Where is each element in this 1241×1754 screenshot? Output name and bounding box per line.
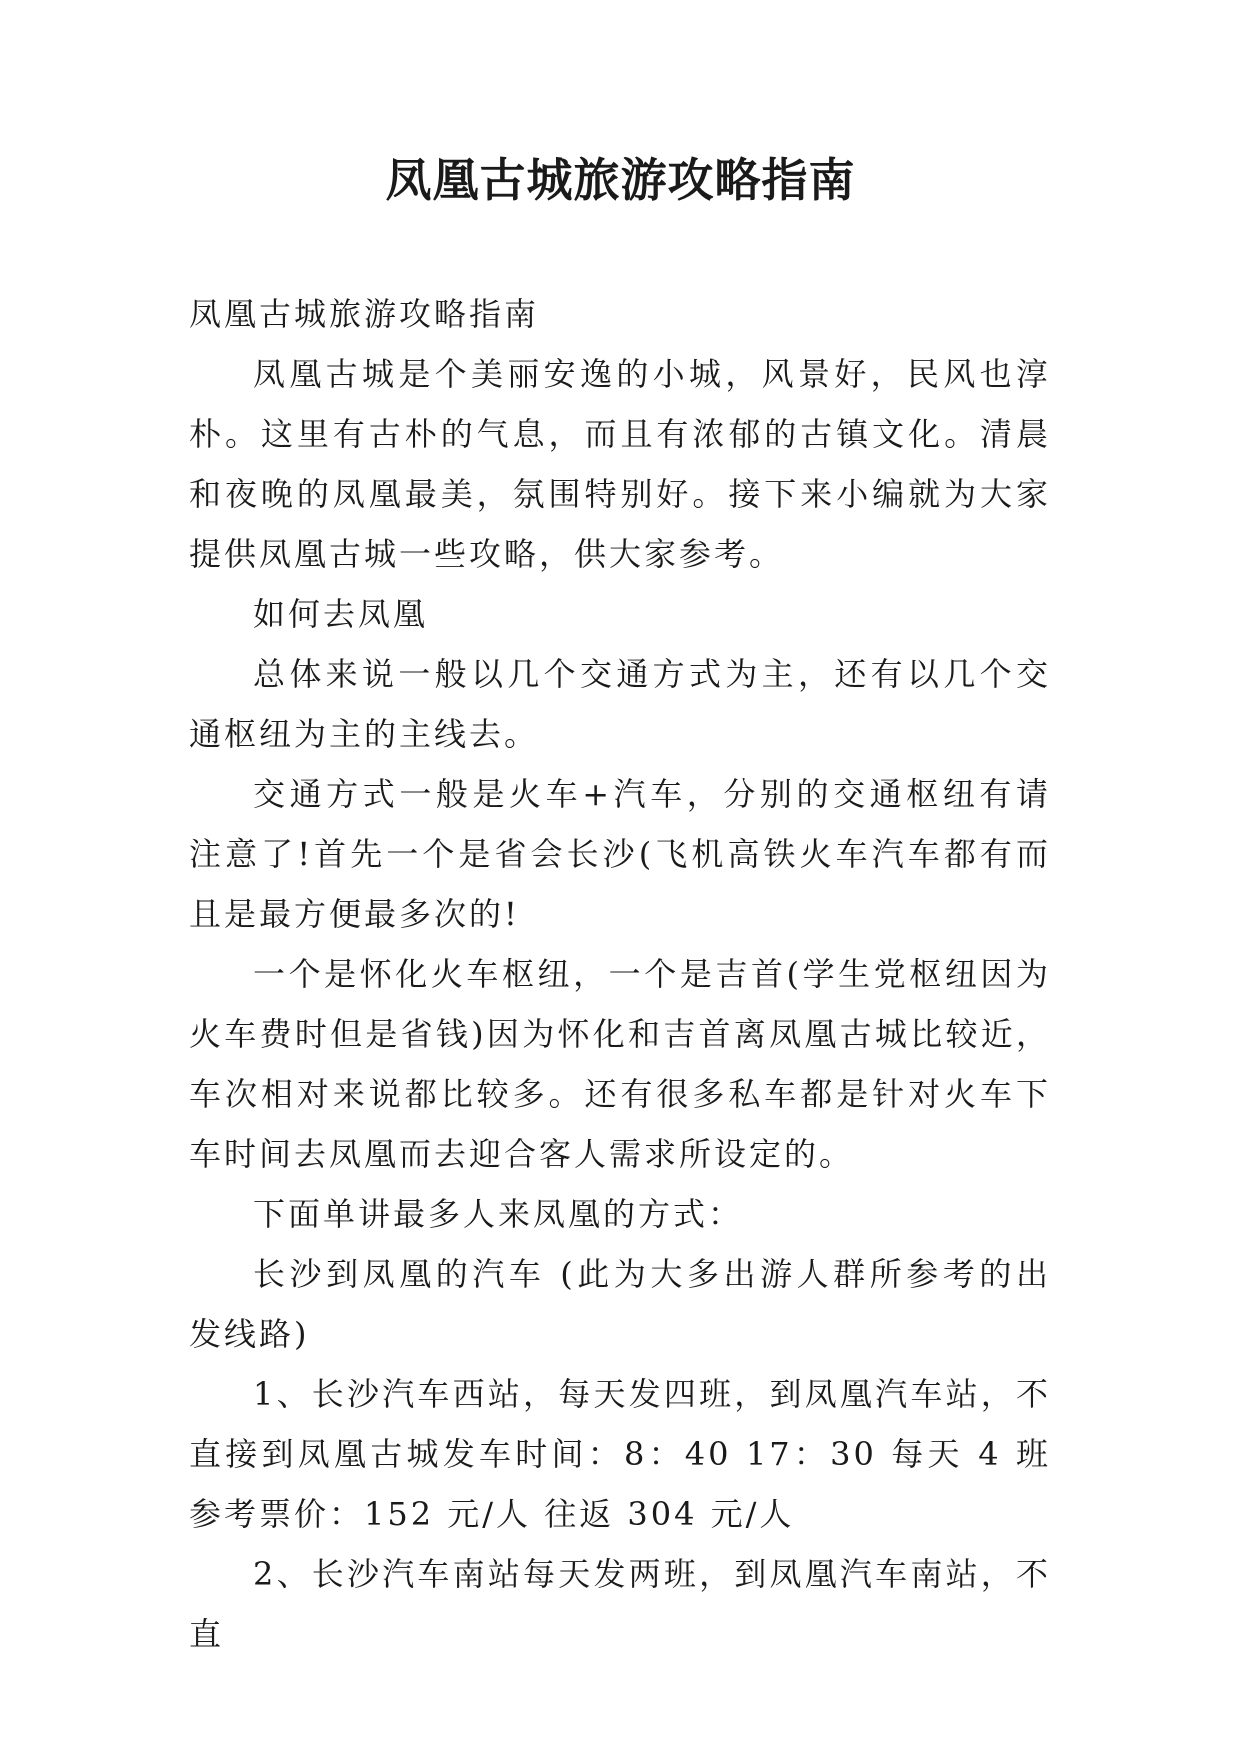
body-heading: 凤凰古城旅游攻略指南 [189, 295, 540, 333]
list-item-west-station: 1、长沙汽车西站，每天发四班，到凤凰汽车站，不直接到凤凰古城发车时间：8：40 17：30 每天 4 班 参考票价：152 元/人 往返 304 元/人 [189, 1375, 1051, 1533]
paragraph-common-route-intro: 下面单讲最多人来凤凰的方式： [253, 1195, 744, 1233]
document-title: 凤凰古城旅游攻略指南 [385, 153, 856, 207]
paragraph-intro: 凤凰古城是个美丽安逸的小城，风景好，民风也淳朴。这里有古朴的气息，而且有浓郁的古镇文化。清晨和夜晚的凤凰最美，氛围特别好。接下来小编就为大家提供凤凰古城一些攻略，供大家参考。 [189, 355, 1051, 573]
paragraph-overview: 总体来说一般以几个交通方式为主，还有以几个交通枢纽为主的主线去。 [189, 655, 1051, 753]
list-item-south-station: 2、长沙汽车南站每天发两班，到凤凰汽车南站，不直 [189, 1555, 1051, 1653]
section-heading-how-to-go: 如何去凤凰 [253, 595, 429, 633]
paragraph-transport-modes: 交通方式一般是火车+汽车，分别的交通枢纽有请注意了!首先一个是省会长沙(飞机高铁火车汽车都有而且是最方便最多次的! [189, 775, 1051, 933]
paragraph-hubs: 一个是怀化火车枢纽，一个是吉首(学生党枢纽因为火车费时但是省钱)因为怀化和吉首离凤凰古城比较近，车次相对来说都比较多。还有很多私车都是针对火车下车时间去凤凰而去迎合客人需求所设定的。 [189, 955, 1051, 1173]
paragraph-changsha-bus: 长沙到凤凰的汽车 (此为大多出游人群所参考的出发线路) [189, 1255, 1051, 1353]
document-body [189, 284, 1051, 1664]
